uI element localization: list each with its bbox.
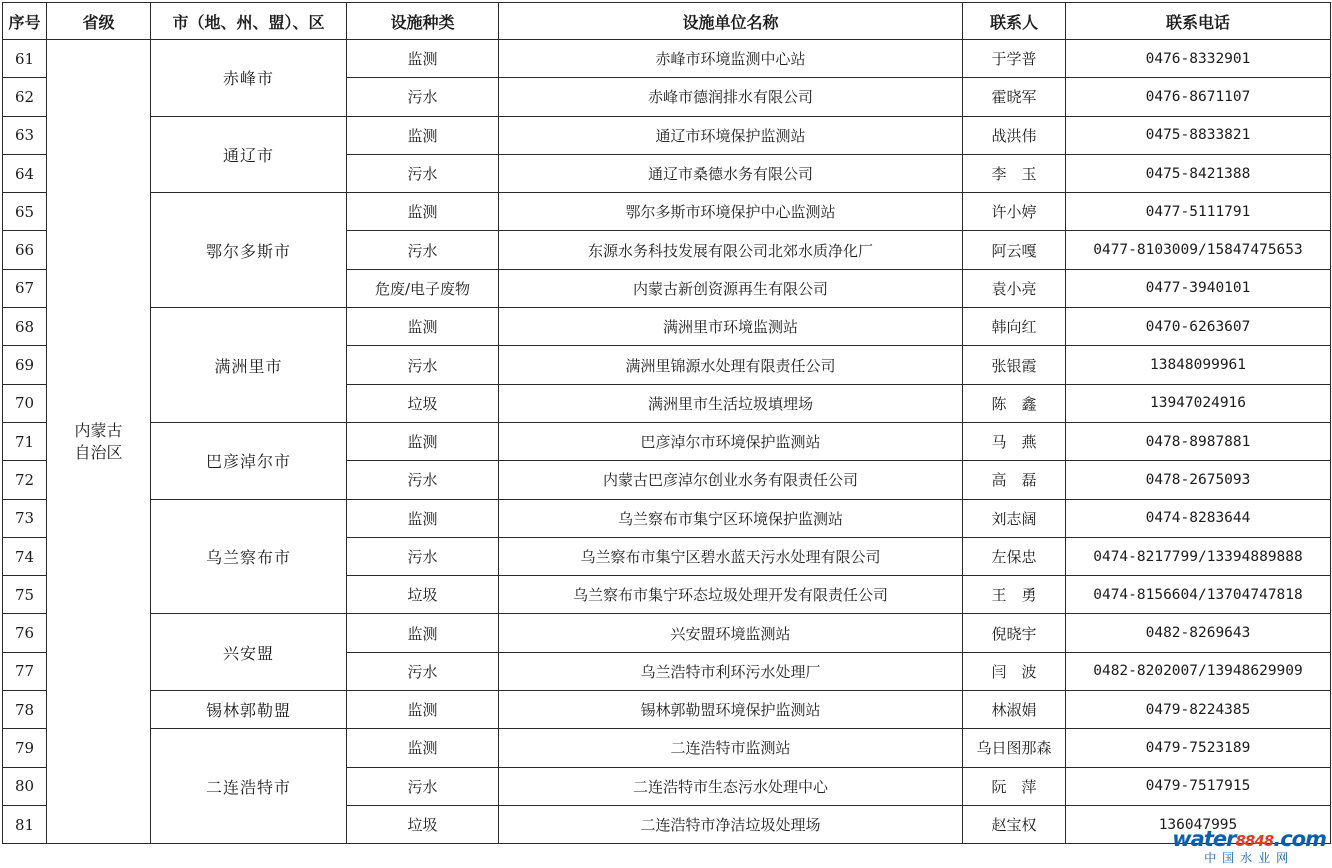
table-row	[3, 422, 1331, 460]
city-cell: 赤峰市	[151, 40, 347, 117]
unit-name-cell: 兴安盟环境监测站	[499, 614, 963, 652]
watermark-logo: water8848.com 中国水业网	[1172, 827, 1326, 865]
contact-cell: 王 勇	[963, 576, 1066, 614]
phone-cell: 0475-8833821	[1066, 116, 1331, 154]
unit-name-cell: 内蒙古新创资源再生有限公司	[499, 269, 963, 307]
contact-cell: 左保忠	[963, 537, 1066, 575]
facility-type-cell: 监测	[347, 614, 499, 652]
header-facility-type: 设施种类	[347, 3, 499, 40]
phone-cell: 13848099961	[1066, 346, 1331, 384]
serial-cell: 81	[3, 805, 47, 843]
table-row	[3, 116, 1331, 154]
phone-cell: 0477-5111791	[1066, 193, 1331, 231]
serial-cell: 70	[3, 384, 47, 422]
serial-cell: 78	[3, 691, 47, 729]
serial-cell: 65	[3, 193, 47, 231]
table-row	[3, 499, 1331, 537]
phone-cell: 13947024916	[1066, 384, 1331, 422]
unit-name-cell: 巴彦淖尔市环境保护监测站	[499, 422, 963, 460]
serial-cell: 61	[3, 40, 47, 78]
facility-type-cell: 监测	[347, 691, 499, 729]
unit-name-cell: 乌兰浩特市利环污水处理厂	[499, 652, 963, 690]
city-cell: 巴彦淖尔市	[151, 422, 347, 499]
serial-cell: 67	[3, 269, 47, 307]
phone-cell: 0476-8332901	[1066, 40, 1331, 78]
unit-name-cell: 满洲里市环境监测站	[499, 308, 963, 346]
table-row	[3, 614, 1331, 652]
unit-name-cell: 东源水务科技发展有限公司北郊水质净化厂	[499, 231, 963, 269]
phone-cell: 0482-8202007/13948629909	[1066, 652, 1331, 690]
unit-name-cell: 满洲里市生活垃圾填埋场	[499, 384, 963, 422]
contact-cell: 霍晓军	[963, 78, 1066, 116]
facility-contact-table	[2, 2, 1331, 844]
serial-cell: 64	[3, 154, 47, 192]
contact-cell: 高 磊	[963, 461, 1066, 499]
contact-cell: 乌日图那森	[963, 729, 1066, 767]
table-body	[3, 40, 1331, 844]
serial-cell: 74	[3, 537, 47, 575]
phone-cell: 0474-8283644	[1066, 499, 1331, 537]
table-row	[3, 729, 1331, 767]
unit-name-cell: 通辽市环境保护监测站	[499, 116, 963, 154]
table-row	[3, 308, 1331, 346]
header-province: 省级	[47, 3, 151, 40]
unit-name-cell: 二连浩特市监测站	[499, 729, 963, 767]
facility-type-cell: 监测	[347, 193, 499, 231]
serial-cell: 63	[3, 116, 47, 154]
facility-type-cell: 污水	[347, 78, 499, 116]
serial-cell: 68	[3, 308, 47, 346]
phone-cell: 0479-7517915	[1066, 767, 1331, 805]
contact-cell: 战洪伟	[963, 116, 1066, 154]
contact-cell: 倪晓宇	[963, 614, 1066, 652]
serial-cell: 77	[3, 652, 47, 690]
contact-cell: 刘志阔	[963, 499, 1066, 537]
header-contact: 联系人	[963, 3, 1066, 40]
serial-cell: 66	[3, 231, 47, 269]
city-cell: 满洲里市	[151, 308, 347, 423]
table-row	[3, 193, 1331, 231]
facility-type-cell: 垃圾	[347, 384, 499, 422]
contact-cell: 闫 波	[963, 652, 1066, 690]
contact-cell: 阿云嘎	[963, 231, 1066, 269]
unit-name-cell: 乌兰察布市集宁区环境保护监测站	[499, 499, 963, 537]
facility-type-cell: 监测	[347, 499, 499, 537]
header-city: 市（地、州、盟）、区	[151, 3, 347, 40]
contact-cell: 张银霞	[963, 346, 1066, 384]
serial-cell: 69	[3, 346, 47, 384]
phone-cell: 0479-7523189	[1066, 729, 1331, 767]
phone-cell: 0475-8421388	[1066, 154, 1331, 192]
contact-cell: 于学普	[963, 40, 1066, 78]
unit-name-cell: 通辽市桑德水务有限公司	[499, 154, 963, 192]
facility-type-cell: 监测	[347, 422, 499, 460]
phone-cell: 0482-8269643	[1066, 614, 1331, 652]
serial-cell: 71	[3, 422, 47, 460]
facility-type-cell: 垃圾	[347, 805, 499, 843]
facility-type-cell: 监测	[347, 116, 499, 154]
facility-type-cell: 危废/电子废物	[347, 269, 499, 307]
header-phone: 联系电话	[1066, 3, 1331, 40]
contact-cell: 陈 鑫	[963, 384, 1066, 422]
facility-type-cell: 垃圾	[347, 576, 499, 614]
contact-cell: 李 玉	[963, 154, 1066, 192]
unit-name-cell: 满洲里锦源水处理有限责任公司	[499, 346, 963, 384]
phone-cell: 0477-3940101	[1066, 269, 1331, 307]
unit-name-cell: 锡林郭勒盟环境保护监测站	[499, 691, 963, 729]
city-cell: 鄂尔多斯市	[151, 193, 347, 308]
facility-type-cell: 监测	[347, 729, 499, 767]
serial-cell: 62	[3, 78, 47, 116]
facility-type-cell: 污水	[347, 461, 499, 499]
phone-cell: 136047995	[1066, 805, 1331, 843]
table-row	[3, 40, 1331, 78]
unit-name-cell: 鄂尔多斯市环境保护中心监测站	[499, 193, 963, 231]
city-cell: 二连浩特市	[151, 729, 347, 844]
serial-cell: 76	[3, 614, 47, 652]
unit-name-cell: 乌兰察布市集宁区碧水蓝天污水处理有限公司	[499, 537, 963, 575]
unit-name-cell: 内蒙古巴彦淖尔创业水务有限责任公司	[499, 461, 963, 499]
contact-cell: 阮 萍	[963, 767, 1066, 805]
unit-name-cell: 赤峰市德润排水有限公司	[499, 78, 963, 116]
contact-cell: 韩向红	[963, 308, 1066, 346]
facility-type-cell: 监测	[347, 40, 499, 78]
phone-cell: 0477-8103009/15847475653	[1066, 231, 1331, 269]
phone-cell: 0479-8224385	[1066, 691, 1331, 729]
phone-cell: 0474-8156604/13704747818	[1066, 576, 1331, 614]
city-cell: 乌兰察布市	[151, 499, 347, 614]
serial-cell: 75	[3, 576, 47, 614]
province-cell: 内蒙古自治区	[47, 40, 151, 844]
header-serial: 序号	[3, 3, 47, 40]
facility-type-cell: 污水	[347, 537, 499, 575]
facility-type-cell: 污水	[347, 652, 499, 690]
phone-cell: 0478-8987881	[1066, 422, 1331, 460]
facility-type-cell: 污水	[347, 346, 499, 384]
serial-cell: 73	[3, 499, 47, 537]
contact-cell: 赵宝权	[963, 805, 1066, 843]
unit-name-cell: 二连浩特市净洁垃圾处理场	[499, 805, 963, 843]
unit-name-cell: 赤峰市环境监测中心站	[499, 40, 963, 78]
facility-type-cell: 污水	[347, 231, 499, 269]
contact-cell: 许小婷	[963, 193, 1066, 231]
phone-cell: 0474-8217799/13394889888	[1066, 537, 1331, 575]
city-cell: 锡林郭勒盟	[151, 691, 347, 729]
city-cell: 通辽市	[151, 116, 347, 193]
facility-type-cell: 污水	[347, 767, 499, 805]
contact-cell: 袁小亮	[963, 269, 1066, 307]
contact-cell: 马 燕	[963, 422, 1066, 460]
facility-type-cell: 监测	[347, 308, 499, 346]
serial-cell: 79	[3, 729, 47, 767]
phone-cell: 0478-2675093	[1066, 461, 1331, 499]
facility-type-cell: 污水	[347, 154, 499, 192]
contact-cell: 林淑娟	[963, 691, 1066, 729]
table-row	[3, 691, 1331, 729]
phone-cell: 0476-8671107	[1066, 78, 1331, 116]
phone-cell: 0470-6263607	[1066, 308, 1331, 346]
header-unit-name: 设施单位名称	[499, 3, 963, 40]
city-cell: 兴安盟	[151, 614, 347, 691]
unit-name-cell: 二连浩特市生态污水处理中心	[499, 767, 963, 805]
serial-cell: 72	[3, 461, 47, 499]
unit-name-cell: 乌兰察布市集宁环态垃圾处理开发有限责任公司	[499, 576, 963, 614]
header-row	[3, 3, 1331, 40]
serial-cell: 80	[3, 767, 47, 805]
